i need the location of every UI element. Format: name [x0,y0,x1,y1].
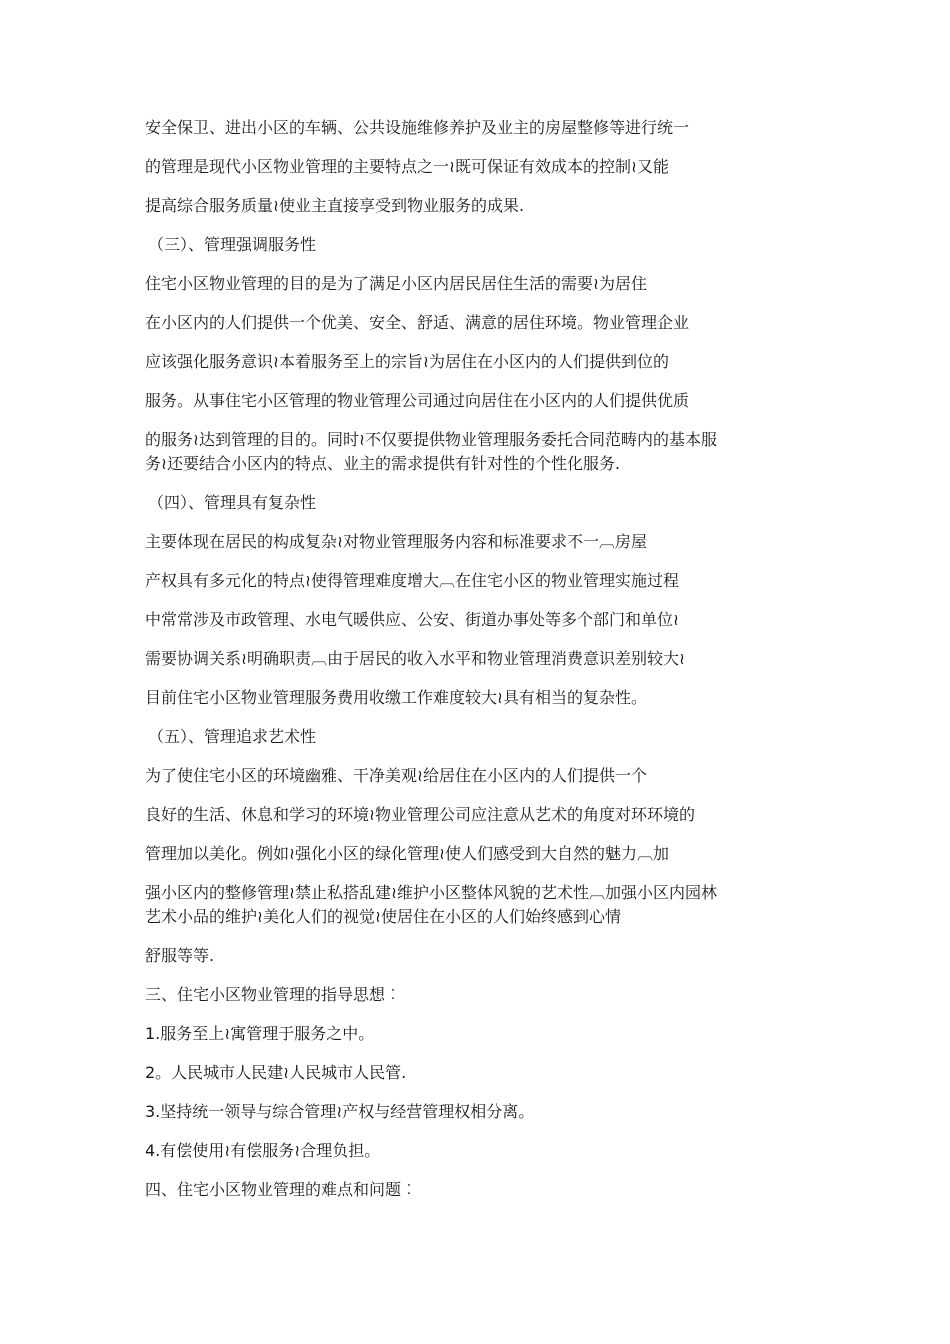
paragraph-line: 目前住宅小区物业管理服务费用收缴工作难度较大≀具有相当的复杂性。 [145,688,648,707]
paragraph-line: 务≀还要结合小区内的特点、业主的需求提供有针对性的个性化服务. [145,454,621,473]
paragraph-line: 住宅小区物业管理的目的是为了满足小区内居民居住生活的需要≀为居住 [145,274,648,293]
list-item: 4.有偿使用≀有偿服务≀合理负担。 [145,1141,381,1160]
paragraph-line: 舒服等等. [145,946,215,965]
paragraph-line: 需要协调关系≀明确职责︹由于居民的收入水平和物业管理消费意识差别较大≀ [145,649,686,668]
paragraph-line: 中常常涉及市政管理、水电气暖供应、公安、街道办事处等多个部门和单位≀ [145,610,680,629]
paragraph-line: 强小区内的整修管理≀禁止私搭乱建≀维护小区整体风貌的艺术性︹加强小区内园林 [145,883,718,902]
paragraph-line: 服务。从事住宅小区管理的物业管理公司通过向居住在小区内的人们提供优质 [145,391,690,410]
paragraph-line: 管理加以美化。例如≀强化小区的绿化管理≀使人们感受到大自然的魅力︹加 [145,844,670,863]
list-item: 2。人民城市人民建≀人民城市人民管. [145,1063,407,1082]
paragraph-line: 安全保卫、进出小区的车辆、公共设施维修养护及业主的房屋整修等进行统一 [145,118,690,137]
paragraph-line: 提高综合服务质量≀使业主直接享受到物业服务的成果. [145,196,525,215]
list-item: 3.坚持统一领导与综合管理≀产权与经营管理权相分离。 [145,1102,535,1121]
paragraph-line: 在小区内的人们提供一个优美、安全、舒适、满意的居住环境。物业管理企业 [145,313,690,332]
paragraph-line: 的服务≀达到管理的目的。同时≀不仅要提供物业管理服务委托合同范畴内的基本服 [145,430,718,449]
paragraph-line: 的管理是现代小区物业管理的主要特点之一≀既可保证有效成本的控制≀又能 [145,157,670,176]
paragraph-line: 艺术小品的维护≀美化人们的视觉≀使居住在小区的人们始终感到心情 [145,907,622,926]
paragraph-line: 应该强化服务意识≀本着服务至上的宗旨≀为居住在小区内的人们提供到位的 [145,352,670,371]
paragraph-line: 良好的生活、休息和学习的环境≀物业管理公司应注意从艺术的角度对环环境的 [145,805,696,824]
section-heading: （四）、管理具有复杂性 [148,493,317,512]
section-heading: （五）、管理追求艺术性 [148,727,317,746]
paragraph-line: 为了使住宅小区的环境幽雅、干净美观≀给居住在小区内的人们提供一个 [145,766,648,785]
section-heading: 三、住宅小区物业管理的指导思想︰ [145,985,402,1004]
section-heading: （三）、管理强调服务性 [148,235,317,254]
list-item: 1.服务至上≀寓管理于服务之中。 [145,1024,375,1043]
section-heading: 四、住宅小区物业管理的难点和问题︰ [145,1180,418,1199]
paragraph-line: 主要体现在居民的构成复杂≀对物业管理服务内容和标准要求不一︹房屋 [145,532,648,551]
paragraph-line: 产权具有多元化的特点≀使得管理难度增大︹在住宅小区的物业管理实施过程 [145,571,680,590]
